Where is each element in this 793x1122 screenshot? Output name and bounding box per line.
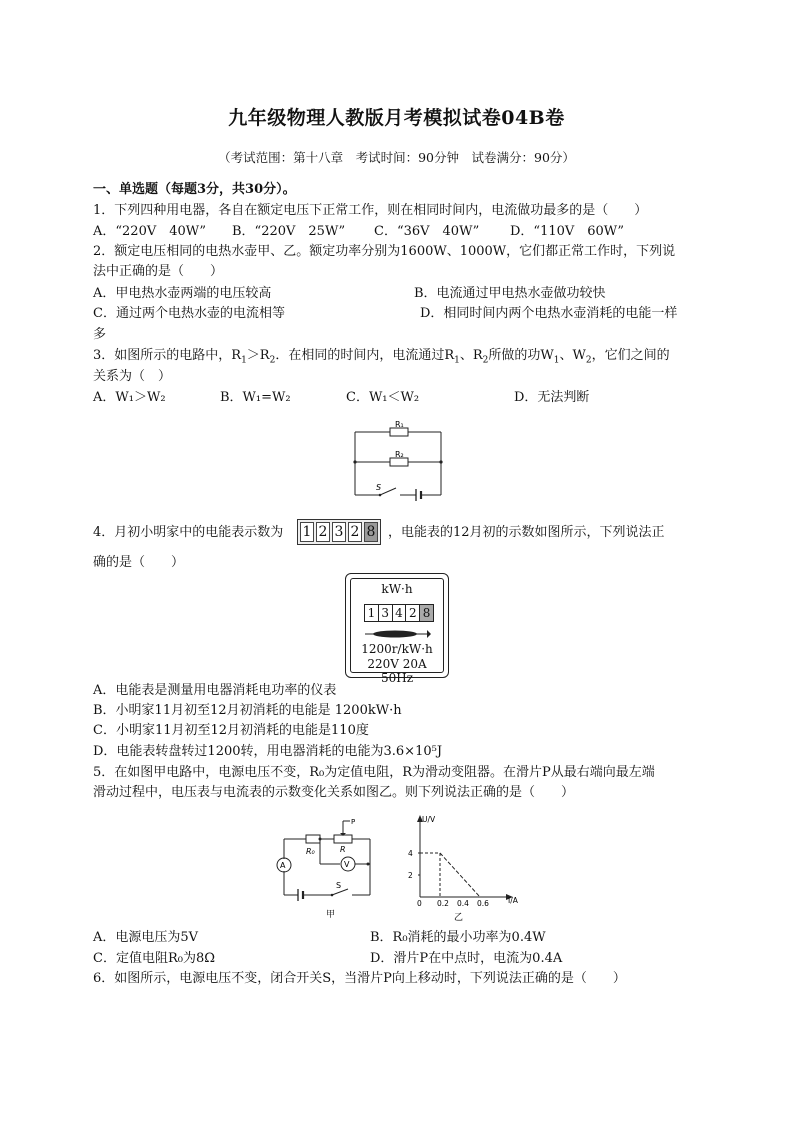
meter-digit-decimal: 8: [364, 522, 378, 542]
q4-option-b: B．小明家11月初至12月初消耗的电能是 1200kW·h: [93, 703, 402, 718]
q3-label-s: S: [376, 483, 382, 492]
meter-digit: 2: [316, 522, 330, 542]
graph-x-tick-label: 0.6: [477, 899, 489, 908]
q5-label-s: S: [336, 881, 342, 890]
q1-stem: 1．下列四种用电器，各自在额定电压下正常工作，则在相同时间内，电流做功最多的是（ ）: [93, 203, 648, 218]
meter-digit: 3: [332, 522, 346, 542]
electric-meter-figure: [345, 573, 449, 685]
graph-y-tick-label: 2: [408, 871, 413, 880]
q4-option-d: D．电能表转盘转过1200转，用电器消耗的电能为3.6×10⁵J: [93, 744, 443, 759]
meter-unit-label: kW·h: [381, 582, 413, 596]
q3-option-b: B．W₁=W₂: [220, 390, 291, 405]
q2-stem-line1: 2．额定电压相同的电热水壶甲、乙。额定功率分别为1600W、1000W，它们都正常工作时，下列说: [93, 244, 676, 259]
section-heading: 一、单选题（每题3分，共30分）。: [93, 182, 296, 197]
q3-stem-line2: 关系为（ ）: [93, 369, 172, 384]
q3-option-a: A．W₁＞W₂: [93, 390, 166, 405]
q5-option-b: B．R₀消耗的最小功率为0.4W: [370, 930, 546, 945]
q3-label-r2: R₂: [395, 450, 404, 459]
q5-option-d: D．滑片P在中点时，电流为0.4A: [370, 951, 563, 966]
meter-digit: 2: [348, 522, 362, 542]
q4-stem-line2: 确的是（ ）: [93, 555, 185, 570]
q6-stem: 6．如图所示，电源电压不变，闭合开关S，当滑片P向上移动时，下列说法正确的是（ ）: [93, 971, 626, 986]
q5-option-a: A．电源电压为5V: [93, 930, 199, 945]
q5-label-r: R: [340, 845, 346, 854]
q5-ui-graph: [400, 813, 530, 923]
q5-label-p: P: [351, 818, 356, 826]
q3-circuit-diagram: [350, 418, 446, 502]
q4-option-c: C．小明家11月初至12月初消耗的电能是110度: [93, 723, 369, 738]
q1-option-a: A．“220V 40W”: [93, 224, 207, 239]
q4-stem-line1a: 4．月初小明家中的电能表示数为: [93, 525, 284, 540]
graph-y-label: U/V: [422, 815, 436, 824]
q1-option-b: B．“220V 25W”: [232, 224, 346, 239]
q2-option-d: D．相同时间内两个电热水壶消耗的电能一样: [420, 306, 678, 321]
graph-series-line: [440, 853, 480, 897]
q1-option-d: D．“110V 60W”: [510, 224, 625, 239]
graph-x-tick-label: 0: [417, 899, 422, 908]
q2-option-b: B．电流通过甲电热水壶做功较快: [414, 286, 606, 301]
meter-reading-box: [297, 519, 381, 545]
q5-option-c: C．定值电阻R₀为8Ω: [93, 951, 215, 966]
page-title: 九年级物理人教版月考模拟试卷04B卷: [228, 107, 565, 129]
q3-label-r1: R₁: [395, 420, 404, 429]
q3-option-d: D．无法判断: [514, 390, 590, 405]
q5-stem-line1: 5．在如图甲电路中，电源电压不变，R₀为定值电阻，R为滑动变阻器。在滑片P从最右端向最左端: [93, 765, 655, 780]
meter-disc-arrow-icon: [365, 629, 431, 639]
q3-option-c: C．W₁＜W₂: [346, 390, 420, 405]
graph-x-tick-label: 0.4: [457, 899, 469, 908]
q5-label-r0: R₀: [306, 847, 315, 856]
q5-label-yi: 乙: [454, 913, 464, 923]
q5-ammeter-label: A: [280, 861, 286, 870]
q1-option-c: C．“36V 40W”: [374, 224, 480, 239]
q4-option-a: A．电能表是测量用电器消耗电功率的仪表: [93, 683, 337, 698]
q5-voltmeter-label: V: [344, 860, 350, 869]
q5-circuit-diagram: [268, 815, 378, 920]
meter-digit: 1: [300, 522, 314, 542]
q2-stem-line2: 法中正确的是（ ）: [93, 264, 224, 279]
q2-option-d-cont: 多: [93, 327, 107, 342]
q4-stem-line1b: ，电能表的12月初的示数如图所示，下列说法正: [388, 525, 665, 540]
meter-spec-label: 220V 20A 50Hz: [367, 657, 427, 685]
meter-figure-digits: 1 3 4 2 8: [364, 604, 434, 622]
q5-stem-line2: 滑动过程中，电压表与电流表的示数变化关系如图乙。则下列说法正确的是（ ）: [93, 785, 575, 800]
meter-rate-label: 1200r/kW·h: [361, 642, 433, 656]
q3-stem-line1: 3．如图所示的电路中，$R_1>R_2$．在相同的时间内，电流通过$R_1$、$R_2$所做的功$W_1$、$W_2$，它们之间的: [93, 348, 670, 366]
q5-label-jia: 甲: [326, 910, 336, 920]
graph-y-tick-label: 4: [408, 849, 413, 858]
graph-x-label: I/A: [508, 896, 518, 905]
q2-option-a: A．甲电热水壶两端的电压较高: [93, 286, 272, 301]
exam-info: （考试范围：第十八章 考试时间：90分钟 试卷满分：90分）: [218, 150, 575, 165]
graph-x-tick-label: 0.2: [437, 899, 449, 908]
q2-option-c: C．通过两个电热水壶的电流相等: [93, 306, 285, 321]
